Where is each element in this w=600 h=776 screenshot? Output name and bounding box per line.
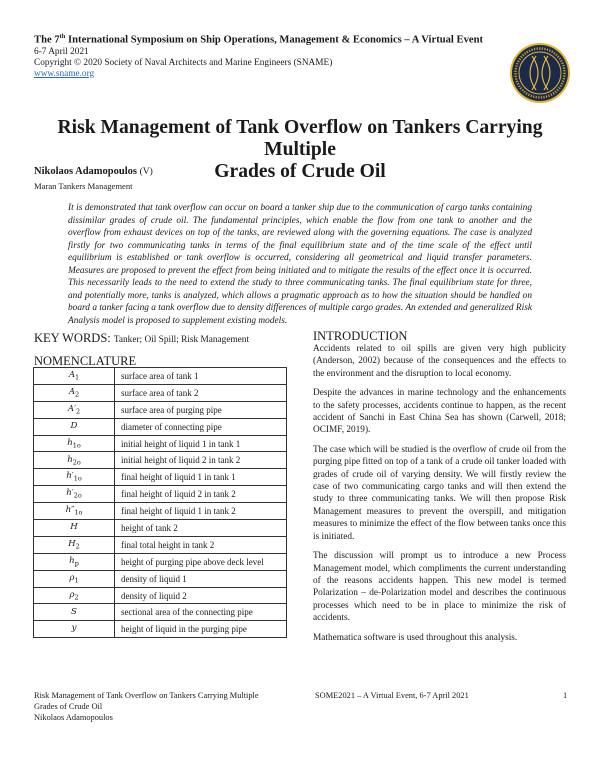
author-affiliation: Maran Tankers Management [34, 181, 133, 191]
symbol-base: A [67, 403, 75, 414]
nomenclature-symbol [34, 486, 115, 503]
nomenclature-row [34, 621, 287, 638]
footer-title-line1: Risk Management of Tank Overflow on Tankers Carrying Multiple [34, 691, 259, 700]
nomenclature-row [34, 587, 287, 604]
nomenclature-definition: diameter of connecting pipe [115, 418, 287, 435]
nomenclature-row [34, 536, 287, 553]
symbol-subscript: 2 [75, 390, 80, 399]
symbol-base: A [68, 386, 76, 397]
footer-event: SOME2021 – A Virtual Event, 6-7 April 2021 [315, 691, 469, 700]
symbol-subscript: 2o [73, 492, 82, 501]
symbol-subscript: 2 [76, 407, 81, 416]
symbol-subscript: 1 [74, 576, 79, 585]
symbol-subscript: 1o [74, 508, 83, 517]
keywords-values: Tanker; Oil Spill; Risk Management [113, 335, 250, 345]
footer-title-line2: Grades of Crude Oil [34, 701, 103, 711]
nomenclature-symbol [34, 435, 115, 452]
nomenclature-symbol [34, 469, 115, 486]
nomenclature-definition: initial height of liquid 1 in tank 1 [115, 435, 287, 452]
keywords-label: KEY WORDS: [34, 331, 114, 345]
nomenclature-symbol [34, 418, 115, 435]
symbol-subscript: 2o [72, 458, 81, 467]
symbol-base: H [68, 538, 76, 549]
nomenclature-definition: density of liquid 1 [115, 570, 287, 587]
nomenclature-symbol [34, 587, 115, 604]
abstract: It is demonstrated that tank overflow can occur on board a tanker ship due to the communication of cargo tanks containing dissimilar grades of crude oil. The fundamental principles, which enable the flow from one tank to another and the overflow from exhaust devices on top of the tanks, are reviewed along with the governing equations. The case is analyzed firstly for two communicating tanks in terms of the final equilibrium state and of the time scale of the effect until equilibrium is established or tank overflow is occurred, considering all geometrical and liquid transfer parameters. Measures are proposed to prevent the effect from being initiated and to mitigate the results of the effect once it is occurred. This necessarily leads to the need to extend the study to three communicating tanks. The final equilibrium state for three, and potentially more, tanks is analyzed, which allows a pragmatic approach as to how the situation should be handled on board a tanker facing a tank overflow due to density differences of multiple cargo grades. An extended and generalized Risk Analysis model is proposed to supplement existing models. [68, 203, 532, 326]
nomenclature-definition: surface area of purging pipe [115, 401, 287, 418]
conference-title-rest: International Symposium on Ship Operations, Management & Economics – A Virtual Event [65, 34, 483, 46]
sname-link-wrap [34, 69, 94, 79]
conference-date: 6-7 April 2021 [34, 47, 89, 57]
symbol-base: h [66, 488, 72, 499]
nomenclature-row [34, 486, 287, 503]
paper-title-line2: Grades of Crude Oil [214, 161, 386, 182]
nomenclature-definition: surface area of tank 2 [115, 384, 287, 401]
conference-title-prefix: The 7 [34, 34, 60, 46]
footer-left [34, 691, 279, 723]
nomenclature-row [34, 503, 287, 520]
nomenclature-definition: density of liquid 2 [115, 587, 287, 604]
nomenclature-heading: NOMENCLATURE [34, 354, 137, 368]
author-name: Nikolaos Adamopoulos [34, 166, 137, 177]
conference-title-sup: th [59, 33, 66, 40]
nomenclature-row [34, 570, 287, 587]
sname-seal-icon [508, 41, 572, 105]
symbol-base: h [65, 505, 72, 516]
intro-paragraph: The discussion will prompt us to introduce a new Process Management model, which compliments the current understanding of the reasons accidents happen. This new model is termed Polarization – de-Polarization model and describes the continuous processes which need to be in place to minimize the risk of accidents. [313, 551, 566, 624]
keywords [34, 331, 249, 346]
introduction-body [313, 343, 566, 651]
nomenclature-row [34, 401, 287, 418]
symbol-base: ρ [69, 572, 75, 583]
nomenclature-row [34, 452, 287, 469]
symbol-base: h [69, 555, 75, 566]
page-number: 1 [563, 691, 568, 700]
nomenclature-definition: final total height in tank 2 [115, 536, 287, 553]
nomenclature-symbol [34, 401, 115, 418]
nomenclature-definition: height of purging pipe above deck level [115, 553, 287, 570]
symbol-prime: ′ [71, 488, 74, 499]
nomenclature-symbol [34, 384, 115, 401]
symbol-prime: ′ [71, 471, 74, 482]
symbol-subscript: 2 [74, 593, 79, 602]
nomenclature-definition: height of liquid in the purging pipe [115, 621, 287, 638]
nomenclature-symbol [34, 520, 115, 537]
symbol-base: h [67, 454, 73, 465]
nomenclature-definition: final height of liquid 2 in tank 2 [115, 486, 287, 503]
nomenclature-definition: final height of liquid 1 in tank 2 [115, 503, 287, 520]
nomenclature-row [34, 553, 287, 570]
sname-link[interactable]: www.sname.org [34, 69, 95, 79]
intro-paragraph: The case which will be studied is the overflow of crude oil from the purging pipe fitted on top of a tank of a crude oil tanker loaded with grades of crude oil of varying density. We will firstly review the case of two communicating cargo tanks and will then extend the study to three communicating tanks. We will then propose Risk Management measures to prevent the overspill, and mitigation measures to minimize the effect of the flow between tanks once this is initiated. [313, 444, 566, 542]
nomenclature-table [33, 367, 287, 638]
nomenclature-symbol [34, 368, 115, 385]
symbol-subscript: p [74, 559, 79, 568]
symbol-base: D [70, 420, 78, 431]
paper-title-line1: Risk Management of Tank Overflow on Tankers Carrying Multiple [57, 117, 543, 160]
symbol-prime: ′ [74, 403, 77, 414]
nomenclature-row [34, 368, 287, 385]
nomenclature-row [34, 418, 287, 435]
nomenclature-definition: final height of liquid 1 in tank 1 [115, 469, 287, 486]
nomenclature-definition: height of tank 2 [115, 520, 287, 537]
intro-paragraph: Despite the advances in marine technology and the enhancements to the safety processes, accidents continue to happen, as the recent accident of Sanchi in East China Sea has shown (Carwell, 2018; OCIMF, 2019). [313, 388, 566, 436]
symbol-subscript: 1o [72, 441, 81, 450]
symbol-base: h [66, 471, 72, 482]
conference-title [34, 33, 483, 46]
symbol-base: S [71, 606, 77, 617]
nomenclature-symbol [34, 503, 115, 520]
intro-paragraph: Mathematica software is used throughout this analysis. [313, 632, 518, 643]
author-role: (V) [139, 167, 153, 177]
nomenclature-symbol [34, 452, 115, 469]
symbol-base: y [71, 623, 77, 634]
footer-author: Nikolaos Adamopoulos [34, 712, 113, 722]
nomenclature-row [34, 469, 287, 486]
nomenclature-symbol [34, 604, 115, 621]
symbol-subscript: 1 [75, 373, 80, 382]
nomenclature-row [34, 435, 287, 452]
copyright-line: Copyright © 2020 Society of Naval Architects and Marine Engineers (SNAME) [34, 58, 333, 68]
nomenclature-row [34, 384, 287, 401]
nomenclature-symbol [34, 536, 115, 553]
nomenclature-definition: surface area of tank 1 [115, 368, 287, 385]
nomenclature-symbol [34, 570, 115, 587]
nomenclature-symbol [34, 553, 115, 570]
symbol-prime: ″ [71, 505, 75, 516]
symbol-base: ρ [69, 589, 75, 600]
introduction-heading: INTRODUCTION [313, 329, 408, 343]
nomenclature-symbol [34, 621, 115, 638]
symbol-subscript: 1o [73, 475, 82, 484]
symbol-base: h [67, 437, 73, 448]
symbol-subscript: 2 [75, 542, 80, 551]
nomenclature-definition: initial height of liquid 2 in tank 2 [115, 452, 287, 469]
intro-paragraph: Accidents related to oil spills are given very high publicity (Anderson, 2002) because of the consequences and the effects to the environment and the disruption to local economy. [313, 344, 566, 379]
symbol-base: A [68, 370, 76, 381]
author [34, 166, 153, 177]
nomenclature-definition: sectional area of the connecting pipe [115, 604, 287, 621]
nomenclature-row [34, 520, 287, 537]
nomenclature-row [34, 604, 287, 621]
symbol-base: H [70, 522, 78, 533]
